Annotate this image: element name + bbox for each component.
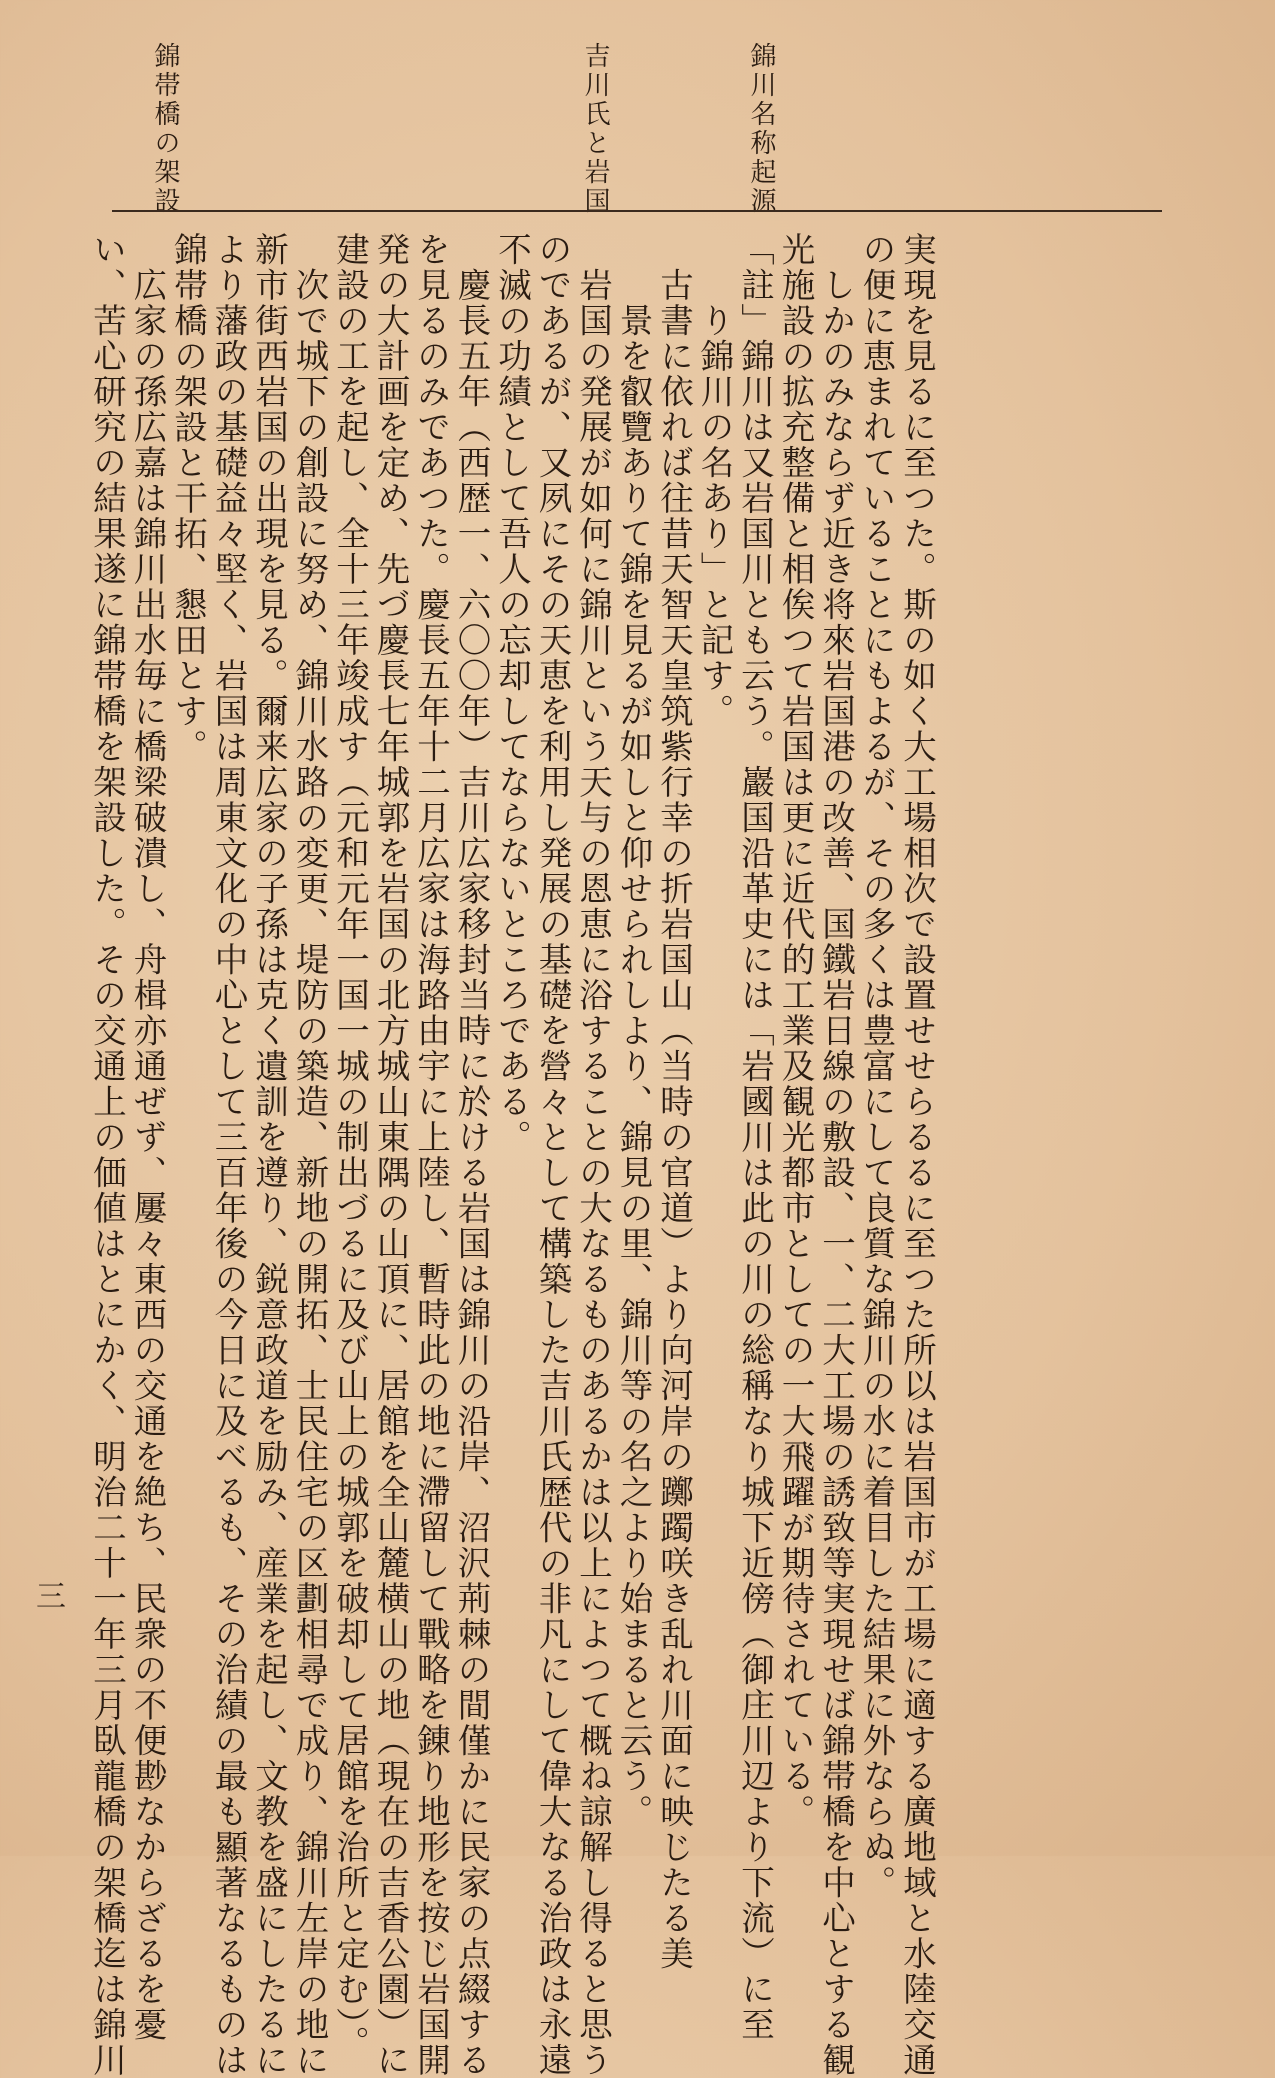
text-line: 慶長五年（西歴一、六〇〇年）吉川広家移封当時に於ける岩国は錦川の沿岸、沼沢荊棘の間僅かに民家の点綴する xyxy=(452,232,491,2078)
section-heading-kikkawa: 吉川氏と岩国 xyxy=(580,42,610,216)
text-line: より藩政の基礎益々堅く、岩国は周東文化の中心として三百年後の今日に及べるも、その治績の最も顯著なるものは xyxy=(209,232,248,2078)
page-number: 三 xyxy=(30,1580,65,1610)
section-heading-origin: 錦川名称起源 xyxy=(746,42,776,216)
text-line: り錦川の名あり」と記す。 xyxy=(695,232,734,729)
text-line: い、苦心研究の結果遂に錦帯橋を架設した。その交通上の価値はとにかく、明治二十一年三月臥龍橋の架橋迄は錦川 xyxy=(87,232,127,2078)
text-line: 広家の孫広嘉は錦川出水毎に橋梁破潰し、舟楫亦通ぜず、屢々東西の交通を絶ち、民衆の不便尠なからざるを憂 xyxy=(128,232,167,2043)
text-line: しかのみならず近き将來岩国港の改善、国鐵岩日線の敷設、一、二大工場の誘致等実現せば錦帯橋を中心とする観 xyxy=(816,232,856,2078)
text-line: 建設の工を起し、全十三年竣成す（元和元年一国一城の制出づるに及び山上の城郭を破却して居館を治所と定む）。 xyxy=(330,232,370,2062)
text-line: の便に恵まれていることにもよるが、その多くは豊富にして良質な錦川の水に着目した結果に外ならぬ。 xyxy=(857,232,896,1901)
text-line: 次で城下の創設に努め、錦川水路の変更、堤防の築造、新地の開拓、士民住宅の区劃相尋で成り、錦川左岸の地に xyxy=(290,232,329,2078)
text-line: を見るのみであつた。慶長五年十二月広家は海路由宇に上陸し、暫時此の地に滯留して戰略を錬り地形を按じ岩国開 xyxy=(411,232,451,2078)
text-line: 新市街西岩国の出現を見る。爾来広家の子孫は克く遺訓を遵り、鋭意政道を励み、産業を起し、文教を盛にしたるに xyxy=(249,232,289,2078)
text-line: 実現を見るに至つた。斯の如く大工場相次で設置せせらるるに至つた所以は岩国市が工場に適する廣地域と水陸交通 xyxy=(897,232,937,2078)
text-line: 岩国の発展が如何に錦川という天与の恩恵に浴することの大なるものあるかは以上によつて概ね諒解し得ると思う xyxy=(573,232,613,2078)
header-rule xyxy=(112,210,1162,212)
text-line: のであるが、又夙にその天恵を利用し発展の基礎を營々として構築した吉川氏歴代の非凡にして偉大なる治政は永遠 xyxy=(533,232,572,2078)
section-heading-kintaikyo: 錦帯橋の架設 xyxy=(150,42,180,216)
text-line: 不滅の功績として吾人の忘却してならないところである。 xyxy=(492,232,532,1155)
text-line: 光施設の拡充整備と相俟つて岩国は更に近代的工業及観光都市としての一大飛躍が期待されている。 xyxy=(776,232,815,1830)
text-line: 錦帯橋の架設と干拓、懇田とす。 xyxy=(168,232,208,765)
text-line: 発の大計画を定め、先づ慶長七年城郭を岩国の北方城山東隅の山頂に、居館を全山麓横山の地（現在の吉香公園）に xyxy=(371,232,410,2078)
text-line: 「註」錦川は又岩国川とも云う。巖国沿革史には「岩國川は此の川の総稱なり城下近傍（御庄川辺より下流）に至 xyxy=(735,232,775,2043)
text-line: 景を叡覽ありて錦を見るが如しと仰せられしより、錦見の里、錦川等の名之より始まると云う。 xyxy=(614,232,653,1830)
text-line: 古書に依れば往昔天智天皇筑紫行幸の折岩国山（当時の官道）より向河岸の躑躅咲き乱れ川面に映じたる美 xyxy=(654,232,694,1972)
